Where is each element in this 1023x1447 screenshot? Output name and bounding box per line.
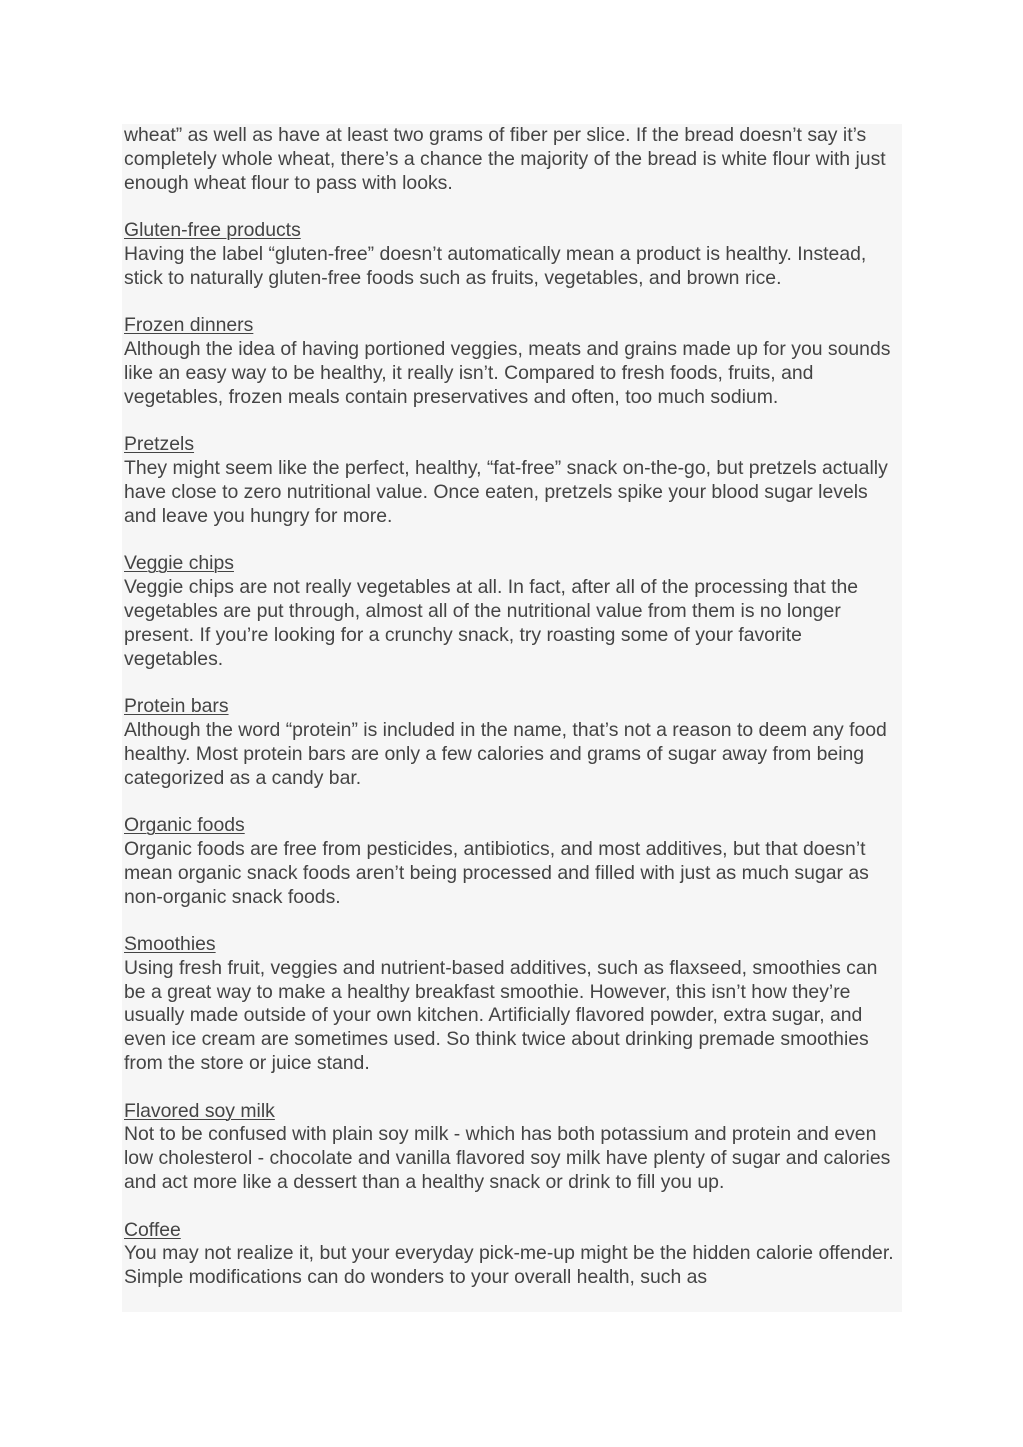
section-smoothies: [124, 933, 900, 1076]
section-heading: Gluten-free products: [124, 219, 301, 242]
section-body: Organic foods are free from pesticides, antibiotics, and most additives, but that doesn’t mean organic snack foods aren’t being processed and filled with just as much sugar as non-organic snack foods.: [124, 837, 869, 908]
section-body: You may not realize it, but your everyday pick-me-up might be the hidden calorie offender. Simple modifications can do wonders to your overall health, such as: [124, 1242, 894, 1289]
section-heading: Frozen dinners: [124, 314, 254, 337]
section-protein-bars: [124, 695, 900, 790]
section-coffee: [124, 1219, 900, 1290]
section-heading: Protein bars: [124, 695, 229, 718]
section-body: Although the word “protein” is included in the name, that’s not a reason to deem any food healthy. Most protein bars are only a few calories and grams of sugar away from being categorized as a candy bar.: [124, 718, 887, 789]
section-pretzels: [124, 433, 900, 528]
section-flavored-soy-milk: [124, 1100, 900, 1195]
intro-paragraph: wheat” as well as have at least two grams of fiber per slice. If the bread doesn’t say it’s completely whole wheat, there’s a chance the majority of the bread is white flour with just enough wheat flour to pass with looks.: [124, 124, 886, 194]
section-heading: Smoothies: [124, 933, 216, 956]
section-body: Although the idea of having portioned veggies, meats and grains made up for you sounds like an easy way to be healthy, it really isn’t. Compared to fresh foods, fruits, and vegetables, frozen meals contain preservatives and often, too much sodium.: [124, 338, 891, 408]
section-heading: Pretzels: [124, 433, 195, 456]
section-organic-foods: [124, 814, 900, 909]
section-heading: Flavored soy milk: [124, 1099, 275, 1122]
section-heading: Organic foods: [124, 814, 245, 837]
section-frozen-dinners: [124, 314, 900, 409]
section-veggie-chips: [124, 552, 900, 671]
section-body: Veggie chips are not really vegetables at all. In fact, after all of the processing that the vegetables are put through, almost all of the nutritional value from them is no longer present. If you’re looking for a crunchy snack, try roasting some of your favorite vegetables.: [124, 576, 859, 670]
section-body: Not to be confused with plain soy milk - which has both potassium and protein and even low cholesterol - chocolate and vanilla flavored soy milk have plenty of sugar and calories and act more like a dessert than a healthy snack or drink to fill you up.: [124, 1123, 891, 1194]
section-body: They might seem like the perfect, healthy, “fat-free” snack on-the-go, but pretzels actually have close to zero nutritional value. Once eaten, pretzels spike your blood sugar levels and leave you hungry for more.: [124, 457, 888, 527]
section-body: Having the label “gluten-free” doesn’t automatically mean a product is healthy. Instead, stick to naturally gluten-free foods such as fruits, vegetables, and brown rice.: [124, 242, 867, 289]
section-body: Using fresh fruit, veggies and nutrient-based additives, such as flaxseed, smoothies can be a great way to make a healthy breakfast smoothie. However, this isn’t how they’re usually made outside of your own kitchen. Artificially flavored powder, extra sugar, and even ice cream are sometimes used. So think twice about drinking premade smoothies from the store or juice stand.: [124, 956, 878, 1075]
document-content-block: [122, 124, 902, 1312]
section-heading: Coffee: [124, 1218, 181, 1241]
section-heading: Veggie chips: [124, 552, 234, 575]
section-gluten-free-products: [124, 219, 900, 290]
